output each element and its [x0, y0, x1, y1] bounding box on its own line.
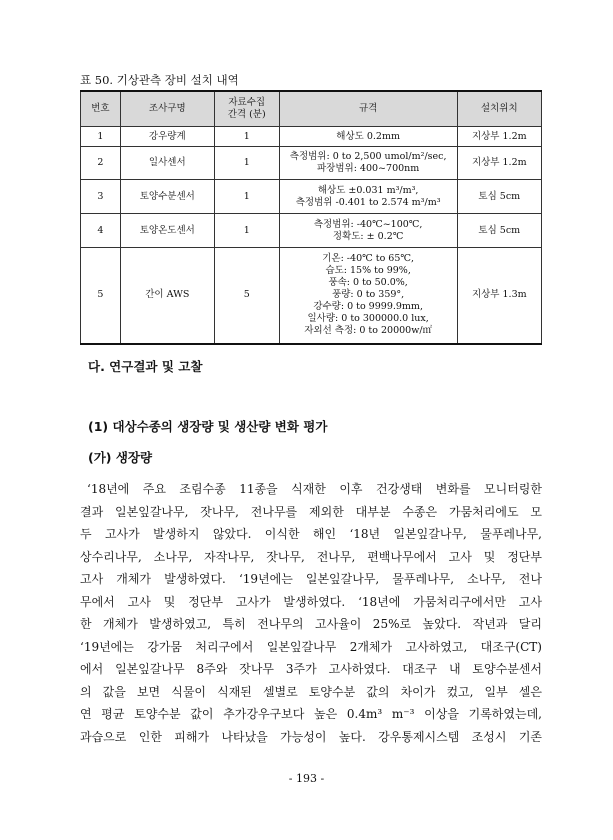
cell-interval: 1: [214, 180, 279, 214]
paragraph-line: 연 평균 토양수분 값이 추가강우구보다 높은 0.4m³ m⁻³ 이상을 기록하였는데,: [80, 707, 542, 721]
cell-no: 3: [81, 180, 121, 214]
spec-line: 측정범위: 0 to 2,500 umol/m²/sec,: [289, 151, 447, 162]
spec-line: 자외선 측정: 0 to 20000w/㎡: [304, 325, 433, 337]
cell-spec: [279, 214, 457, 248]
cell-name: 토양수분센서: [120, 180, 214, 214]
equipment-table: [80, 90, 542, 345]
cell-name: 간이 AWS: [120, 248, 214, 344]
paragraph-line: 의 값을 보면 식물이 식재된 셀별로 토양수분 값의 차이가 컸고, 일부 셀은: [80, 684, 542, 699]
table-caption: 표 50. 기상관측 장비 설치 내역: [80, 73, 239, 87]
header-location: 설치위치: [457, 91, 541, 127]
header-no: 번호: [81, 91, 121, 127]
cell-location: 지상부 1.3m: [457, 248, 541, 344]
cell-no: 5: [81, 248, 121, 344]
cell-interval: 5: [214, 248, 279, 344]
table-row: [81, 214, 542, 248]
cell-interval: 1: [214, 147, 279, 180]
spec-line: 습도: 15% to 99%,: [325, 265, 411, 277]
cell-interval: 1: [214, 214, 279, 248]
spec-line: 측정범위 -0.401 to 2.574 m³/m³: [295, 196, 441, 208]
header-name: 조사구명: [120, 91, 214, 127]
spec-line: 강수량: 0 to 9999.9mm,: [313, 301, 423, 313]
spec-line: 정확도: ± 0.2℃: [332, 230, 404, 242]
cell-location: 토심 5cm: [457, 214, 541, 248]
paragraph-line: 한 개체가 발생하였고, 특히 전나무의 고사율이 25%로 높았다. 작년과 달리: [80, 617, 542, 631]
cell-interval: 1: [214, 127, 279, 147]
cell-location: 지상부 1.2m: [457, 127, 541, 147]
cell-location: 토심 5cm: [457, 180, 541, 214]
cell-no: 4: [81, 214, 121, 248]
paragraph-line: 과습으로 인한 피해가 나타났을 가능성이 높다. 강우통제시스템 조성시 기존: [80, 729, 542, 744]
paragraph-line: 무에서 고사 및 정단부 고사가 발생하였다. ‘18년에 가뭄처리구에서만 고사: [80, 594, 542, 609]
page-number: - 193 -: [288, 772, 325, 785]
table-row: [81, 147, 542, 180]
paragraph-line: 고사 개체가 발생하였다. ‘19년에는 일본잎갈나무, 물푸레나무, 소나무, 전나: [80, 572, 542, 586]
spec-line: 해상도 0.2mm: [336, 130, 400, 142]
spec-line: 측정범위: -40℃~100℃,: [313, 218, 423, 230]
spec-line: 파장범위: 400~700nm: [317, 163, 420, 174]
subsection-heading: (1) 대상수종의 생장량 및 생산량 변화 평가: [88, 419, 328, 434]
spec-line: 해상도 ±0.031 m³/m³,: [317, 184, 419, 196]
cell-spec: [279, 248, 457, 344]
paragraph-line: 두 고사가 발생하지 않았다. 이식한 해인 ‘18년 일본잎갈나무, 물푸레나무,: [80, 527, 542, 541]
spec-line: 풍량: 0 to 359°,: [332, 289, 405, 301]
table-row: [81, 248, 542, 344]
section-heading: 다. 연구결과 및 고찰: [88, 359, 203, 374]
header-spec: 규격: [279, 91, 457, 127]
table-row: [81, 180, 542, 214]
cell-location: 지상부 1.2m: [457, 147, 541, 180]
cell-no: 2: [81, 147, 121, 180]
table-header-row: [81, 91, 542, 127]
sub-subsection-heading: (가) 생장량: [88, 450, 153, 465]
cell-spec: [279, 180, 457, 214]
paragraph-line: 상수리나무, 소나무, 자작나무, 잣나무, 전나무, 편백나무에서 고사 및 정단부: [80, 549, 542, 564]
cell-name: 강우량계: [120, 127, 214, 147]
cell-name: 일사센서: [120, 147, 214, 180]
cell-no: 1: [81, 127, 121, 147]
table-row: [81, 127, 542, 147]
spec-line: 풍속: 0 to 50.0%,: [328, 277, 408, 289]
paragraph-line: 에서 일본잎갈나무 8주와 잣나무 3주가 고사하였다. 대조구 내 토양수분센서: [80, 662, 542, 676]
paragraph-line: ‘18년에 주요 조림수종 11종을 식재한 이후 건강생태 변화를 모니터링한: [87, 482, 542, 496]
header-interval: 자료수집 간격 (분): [214, 91, 279, 127]
paragraph-line: 결과 일본잎갈나무, 잣나무, 전나무를 제외한 대부분 수종은 가뭄처리에도 모: [80, 504, 542, 519]
spec-line: 기온: -40℃ to 65℃,: [322, 253, 415, 265]
paragraph-line: ‘19년에는 강가뭄 처리구에서 일본잎갈나무 2개체가 고사하였고, 대조구(CT): [80, 639, 542, 654]
cell-name: 토양온도센서: [120, 214, 214, 248]
cell-spec: [279, 127, 457, 147]
cell-spec: [279, 147, 457, 180]
body-paragraph: [80, 478, 542, 748]
spec-line: 일사량: 0 to 300000.0 lux,: [307, 313, 429, 325]
